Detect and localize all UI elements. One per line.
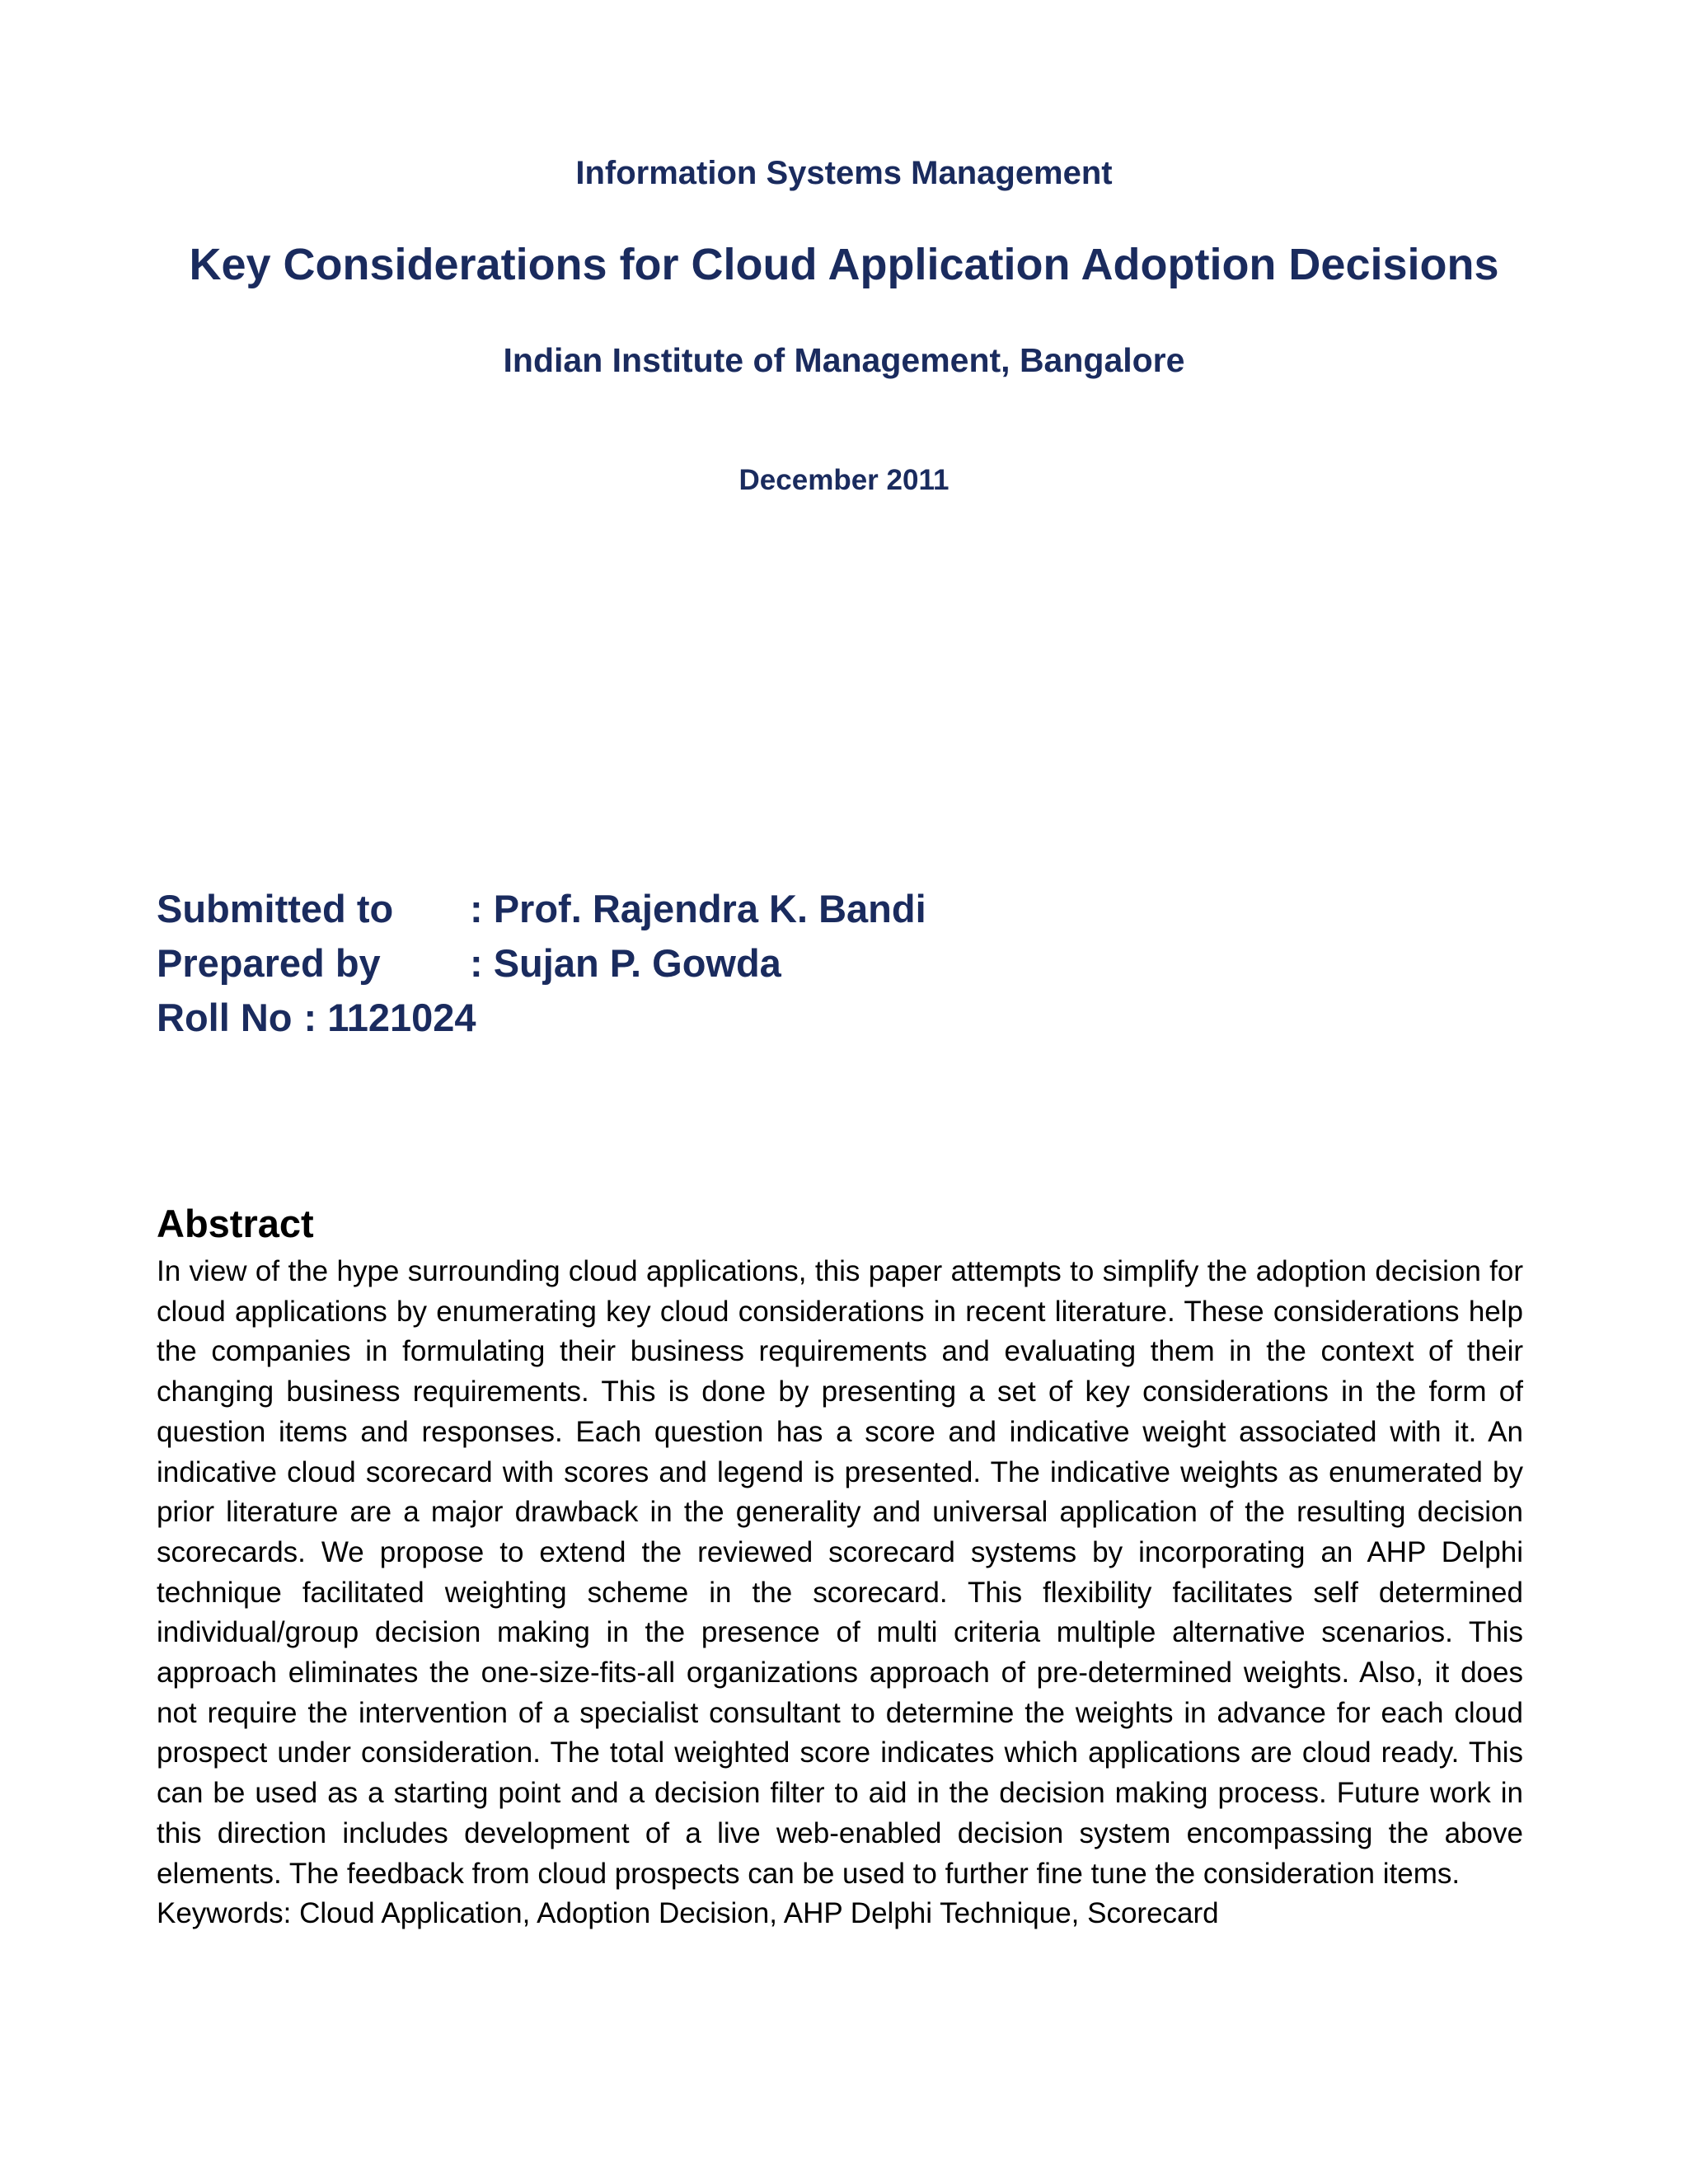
submitted-to-value: : Prof. Rajendra K. Bandi xyxy=(470,887,926,930)
submitted-to-label: Submitted to xyxy=(157,887,394,930)
submission-details xyxy=(157,882,926,1045)
submission-date: December 2011 xyxy=(738,464,950,496)
roll-no-row xyxy=(157,991,476,1045)
prepared-by-label: Prepared by xyxy=(157,941,381,985)
submitted-to-row xyxy=(157,882,926,936)
prepared-by-row xyxy=(157,936,781,991)
abstract-body: In view of the hype surrounding cloud applications, this paper attempts to simplify the adoption decision for cloud applications by enumerating key cloud considerations in recent literature. These considerations help the companies in formulating their business requirements and evaluating them in the context of their changing business requirements. This is done by presenting a set of key considerations in the form of question items and responses. Each question has a score and indicative weight associated with it. An indicative cloud scorecard with scores and legend is presented. The indicative weights as enumerated by prior literature are a major drawback in the generality and universal application of the resulting decision scorecards. We propose to extend the reviewed scorecard systems by incorporating an AHP Delphi technique facilitated weighting scheme in the scorecard. This flexibility facilitates self determined individual/group decision making in the presence of multi criteria multiple alternative scenarios. This approach eliminates the one-size-fits-all organizations approach of pre-determined weights. Also, it does not require the intervention of a specialist consultant to determine the weights in advance for each cloud prospect under consideration. The total weighted score indicates which applications are cloud ready. This can be used as a starting point and a decision filter to aid in the decision making process. Future work in this direction includes development of a live web-enabled decision system encompassing the above elements. The feedback from cloud prospects can be used to further fine tune the consideration items. xyxy=(157,1255,1523,1890)
course-name: Information Systems Management xyxy=(575,155,1113,191)
abstract-section xyxy=(157,1199,1523,1934)
keywords-line: Keywords: Cloud Application, Adoption Decision, AHP Delphi Technique, Scorecard xyxy=(157,1897,1219,1930)
roll-no-value: : 1121024 xyxy=(303,996,476,1039)
abstract-heading: Abstract xyxy=(157,1202,314,1245)
prepared-by-value: : Sujan P. Gowda xyxy=(470,941,781,985)
roll-no-label: Roll No xyxy=(157,996,293,1039)
institute-name: Indian Institute of Management, Bangalore xyxy=(503,341,1185,379)
paper-title: Key Considerations for Cloud Application Adoption Decisions xyxy=(189,240,1499,289)
